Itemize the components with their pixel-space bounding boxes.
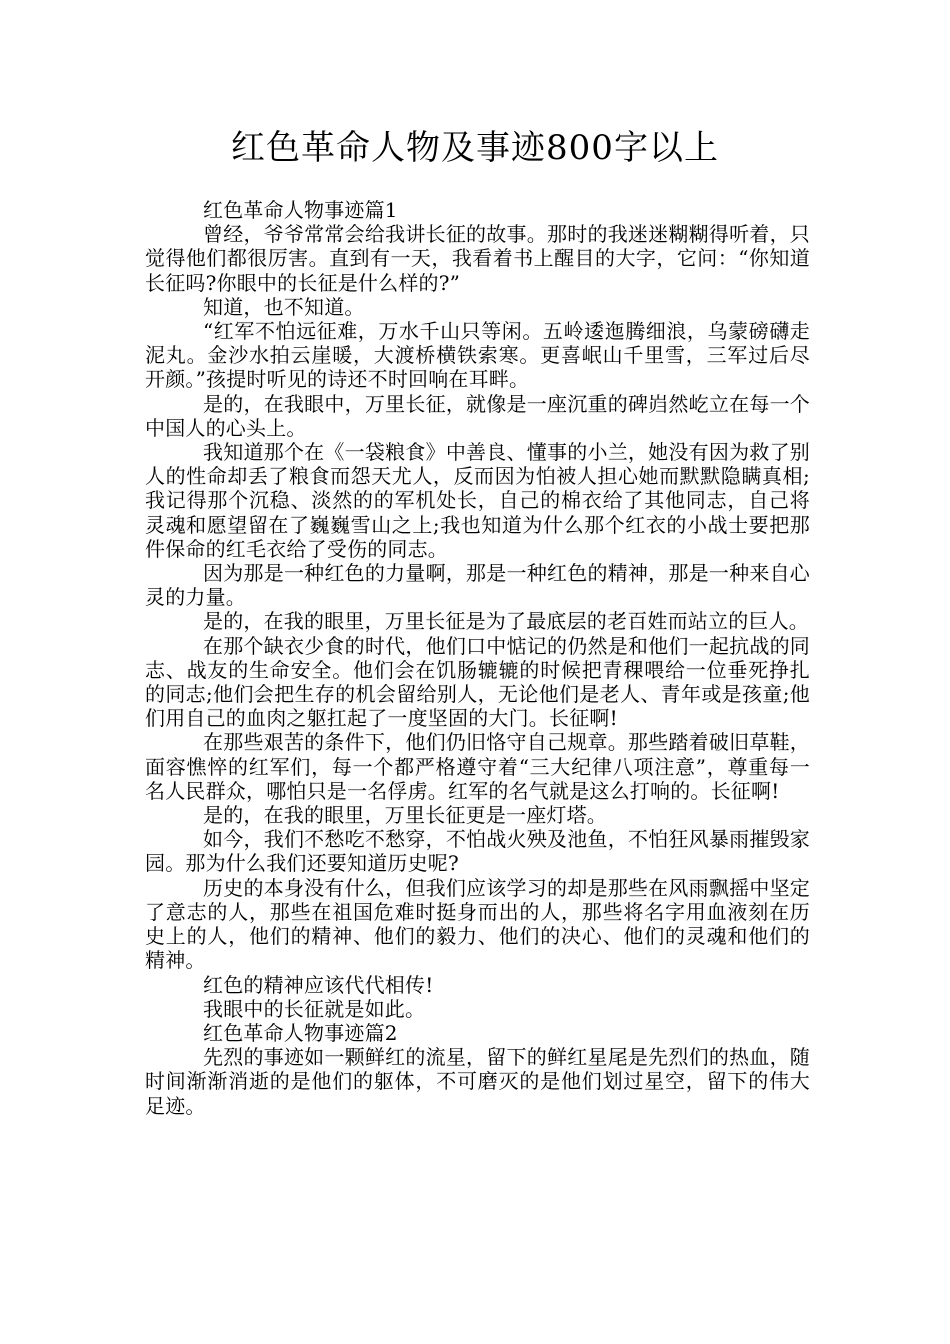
paragraph: 因为那是一种红色的力量啊，那是一种红色的精神，那是一种来自心灵的力量。 xyxy=(145,561,810,610)
paragraph: 在那个缺衣少食的时代，他们口中惦记的仍然是和他们一起抗战的同志、战友的生命安全。他们会在饥肠辘辘的时候把青稞喂给一位垂死挣扎的同志;他们会把生存的机会留给别人，无论他们是老人、青年或是孩童;他们用自己的血肉之躯扛起了一度坚固的大门。长征啊! xyxy=(145,633,810,731)
paragraph: 我知道那个在《一袋粮食》中善良、懂事的小兰，她没有因为救了别人的性命却丢了粮食而怨天尤人，反而因为怕被人担心她而默默隐瞒真相;我记得那个沉稳、淡然的的军机处长，自己的棉衣给了其他同志，自己将灵魂和愿望留在了巍巍雪山之上;我也知道为什么那个红衣的小战士要把那件保命的红毛衣给了受伤的同志。 xyxy=(145,440,810,561)
section-heading-1: 红色革命人物事迹篇1 xyxy=(203,198,398,222)
paragraph: 先烈的事迹如一颗鲜红的流星，留下的鲜红星尾是先烈们的热血，随时间渐渐消逝的是他们的躯体，不可磨灭的是他们划过星空，留下的伟大足迹。 xyxy=(145,1045,810,1118)
paragraph: 在那些艰苦的条件下，他们仍旧恪守自己规章。那些踏着破旧草鞋，面容憔悴的红军们，每一个都严格遵守着“三大纪律八项注意”，尊重每一名人民群众，哪怕只是一名俘虏。红军的名气就是这么打响的。长征啊! xyxy=(145,730,810,803)
paragraph: 是的，在我的眼里，万里长征更是一座灯塔。 xyxy=(203,803,607,828)
paragraph: “红军不怕远征难，万水千山只等闲。五岭逶迤腾细浪，乌蒙磅礴走泥丸。金沙水拍云崖暖，大渡桥横铁索寒。更喜岷山千里雪，三军过后尽开颜。”孩提时听见的诗还不时回响在耳畔。 xyxy=(145,319,810,392)
paragraph: 曾经，爷爷常常会给我讲长征的故事。那时的我迷迷糊糊得听着，只觉得他们都很厉害。直到有一天，我看着书上醒目的大字，它问：“你知道长征吗?你眼中的长征是什么样的?” xyxy=(145,222,810,295)
paragraph: 是的，在我眼中，万里长征，就像是一座沉重的碑岿然屹立在每一个中国人的心头上。 xyxy=(145,391,810,440)
section-heading-2: 红色革命人物事迹篇2 xyxy=(203,1020,398,1045)
paragraph: 历史的本身没有什么，但我们应该学习的却是那些在风雨飘摇中坚定了意志的人，那些在祖国危难时挺身而出的人，那些将名字用血液刻在历史上的人，他们的精神、他们的毅力、他们的决心、他们的灵魂和他们的精神。 xyxy=(145,875,810,973)
paragraph: 知道，也不知道。 xyxy=(203,294,365,319)
paragraph: 我眼中的长征就是如此。 xyxy=(203,996,426,1021)
document-title: 红色革命人物及事迹800字以上 xyxy=(231,128,719,168)
paragraph: 如今，我们不愁吃不愁穿，不怕战火殃及池鱼，不怕狂风暴雨摧毁家园。那为什么我们还要知道历史呢? xyxy=(145,827,810,876)
document-body xyxy=(145,198,810,1118)
paragraph: 红色的精神应该代代相传! xyxy=(203,972,434,997)
paragraph: 是的，在我的眼里，万里长征是为了最底层的老百姓而站立的巨人。 xyxy=(203,609,809,634)
